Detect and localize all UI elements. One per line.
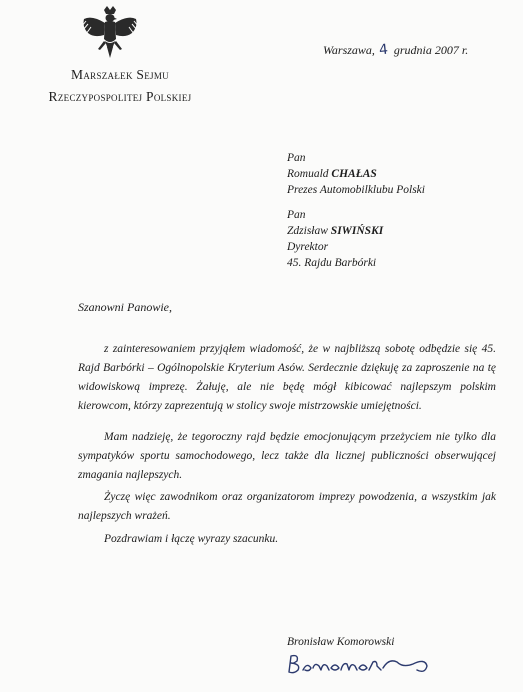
institution-line-1: Marszałek Sejmu — [71, 67, 169, 82]
recipient-salutation: Pan — [287, 152, 306, 164]
month-year-text: grudnia 2007 r. — [393, 43, 469, 57]
signer-name: Bronisław Komorowski — [287, 636, 395, 648]
recipient-name: Romuald CHAŁAS — [287, 168, 377, 180]
recipient-title: Dyrektor — [287, 241, 329, 253]
polish-eagle-emblem-icon — [78, 5, 142, 63]
date-line — [323, 42, 513, 58]
recipient-block-1 — [287, 150, 425, 198]
body-paragraph-3: Życzę więc zawodnikom oraz organizatorom imprezy powodzenia, a wszystkim jak najlepszych wrażeń. — [78, 491, 496, 522]
recipient-block-2 — [287, 207, 383, 271]
recipient-title-2: 45. Rajdu Barbórki — [287, 257, 377, 269]
letter-salutation: Szanowni Panowie, — [78, 300, 173, 314]
letterhead-institution — [35, 64, 205, 108]
recipient-name: Zdzisław SIWIŃSKI — [287, 225, 384, 237]
place-text: Warszawa, — [323, 43, 375, 57]
handwritten-signature-icon — [285, 648, 435, 678]
recipient-salutation: Pan — [287, 209, 306, 221]
body-paragraph-1: z zainteresowaniem przyjąłem wiadomość, że w najbliższą sobotę odbędzie się 45. Rajd Barbórki – Ogólnopolskie Kryterium Asów. Serdecznie dziękuję za zaproszenie na tę widowiskową imprezę. Żałuję, ale nie będę mógł kibicować najlepszym polskim kierowcom, którzy zaprezentują w stolicy swoje mistrzowskie umiejętności. — [78, 343, 496, 412]
body-paragraph-4: Pozdrawiam i łączę wyrazy szacunku. — [104, 533, 279, 545]
recipient-title: Prezes Automobilklubu Polski — [287, 184, 425, 196]
body-paragraph-2: Mam nadzieję, że tegoroczny rajd będzie emocjonującym przeżyciem nie tylko dla sympatyków sportu samochodowego, lecz także dla licznej publiczności obserwującej zmagania najlepszych. — [78, 431, 496, 481]
handwritten-day: 4 — [378, 41, 389, 59]
institution-line-2: Rzeczypospolitej Polskiej — [48, 89, 192, 104]
